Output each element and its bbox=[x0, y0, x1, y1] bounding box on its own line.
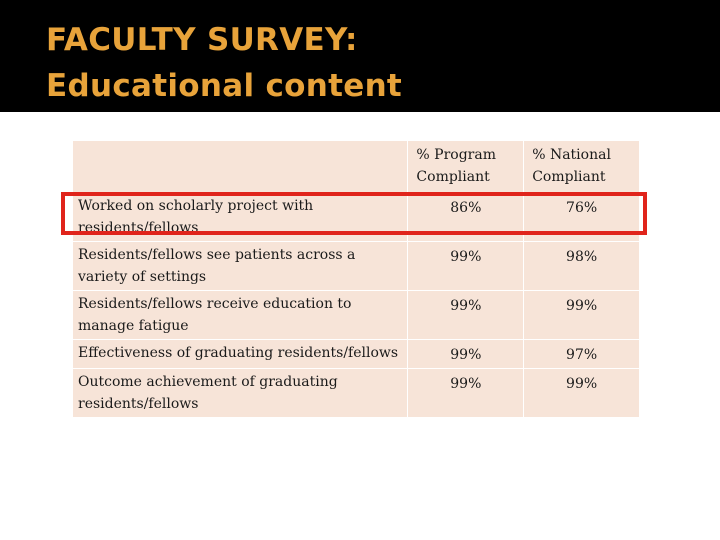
row-program-value: 99% bbox=[408, 369, 524, 418]
row-national-value: 98% bbox=[524, 242, 640, 291]
row-national-value: 99% bbox=[524, 291, 640, 340]
row-national-value: 99% bbox=[524, 369, 640, 418]
header-question-cell bbox=[73, 141, 408, 193]
slide-title-line-1: FACULTY SURVEY: bbox=[46, 22, 358, 58]
survey-table bbox=[72, 140, 640, 418]
row-program-value: 99% bbox=[408, 340, 524, 369]
row-program-value: 99% bbox=[408, 291, 524, 340]
table-row bbox=[73, 340, 640, 369]
row-program-value: 86% bbox=[408, 193, 524, 242]
row-question: Outcome achievement of graduating residents/fellows bbox=[73, 369, 408, 418]
row-national-value: 97% bbox=[524, 340, 640, 369]
row-program-value: 99% bbox=[408, 242, 524, 291]
table-row bbox=[73, 369, 640, 418]
title-band bbox=[0, 0, 720, 112]
row-national-value: 76% bbox=[524, 193, 640, 242]
slide-title-line-2: Educational content bbox=[46, 68, 403, 104]
table-header-row bbox=[73, 141, 640, 193]
row-question: Residents/fellows see patients across a variety of settings bbox=[73, 242, 408, 291]
row-question: Residents/fellows receive education to manage fatigue bbox=[73, 291, 408, 340]
table-row bbox=[73, 291, 640, 340]
table-row bbox=[73, 242, 640, 291]
row-question: Effectiveness of graduating residents/fellows bbox=[73, 340, 408, 369]
header-program-compliant: % Program Compliant bbox=[408, 141, 524, 193]
row-question: Worked on scholarly project with residents/fellows bbox=[73, 193, 408, 242]
header-national-compliant: % National Compliant bbox=[524, 141, 640, 193]
table-row bbox=[73, 193, 640, 242]
